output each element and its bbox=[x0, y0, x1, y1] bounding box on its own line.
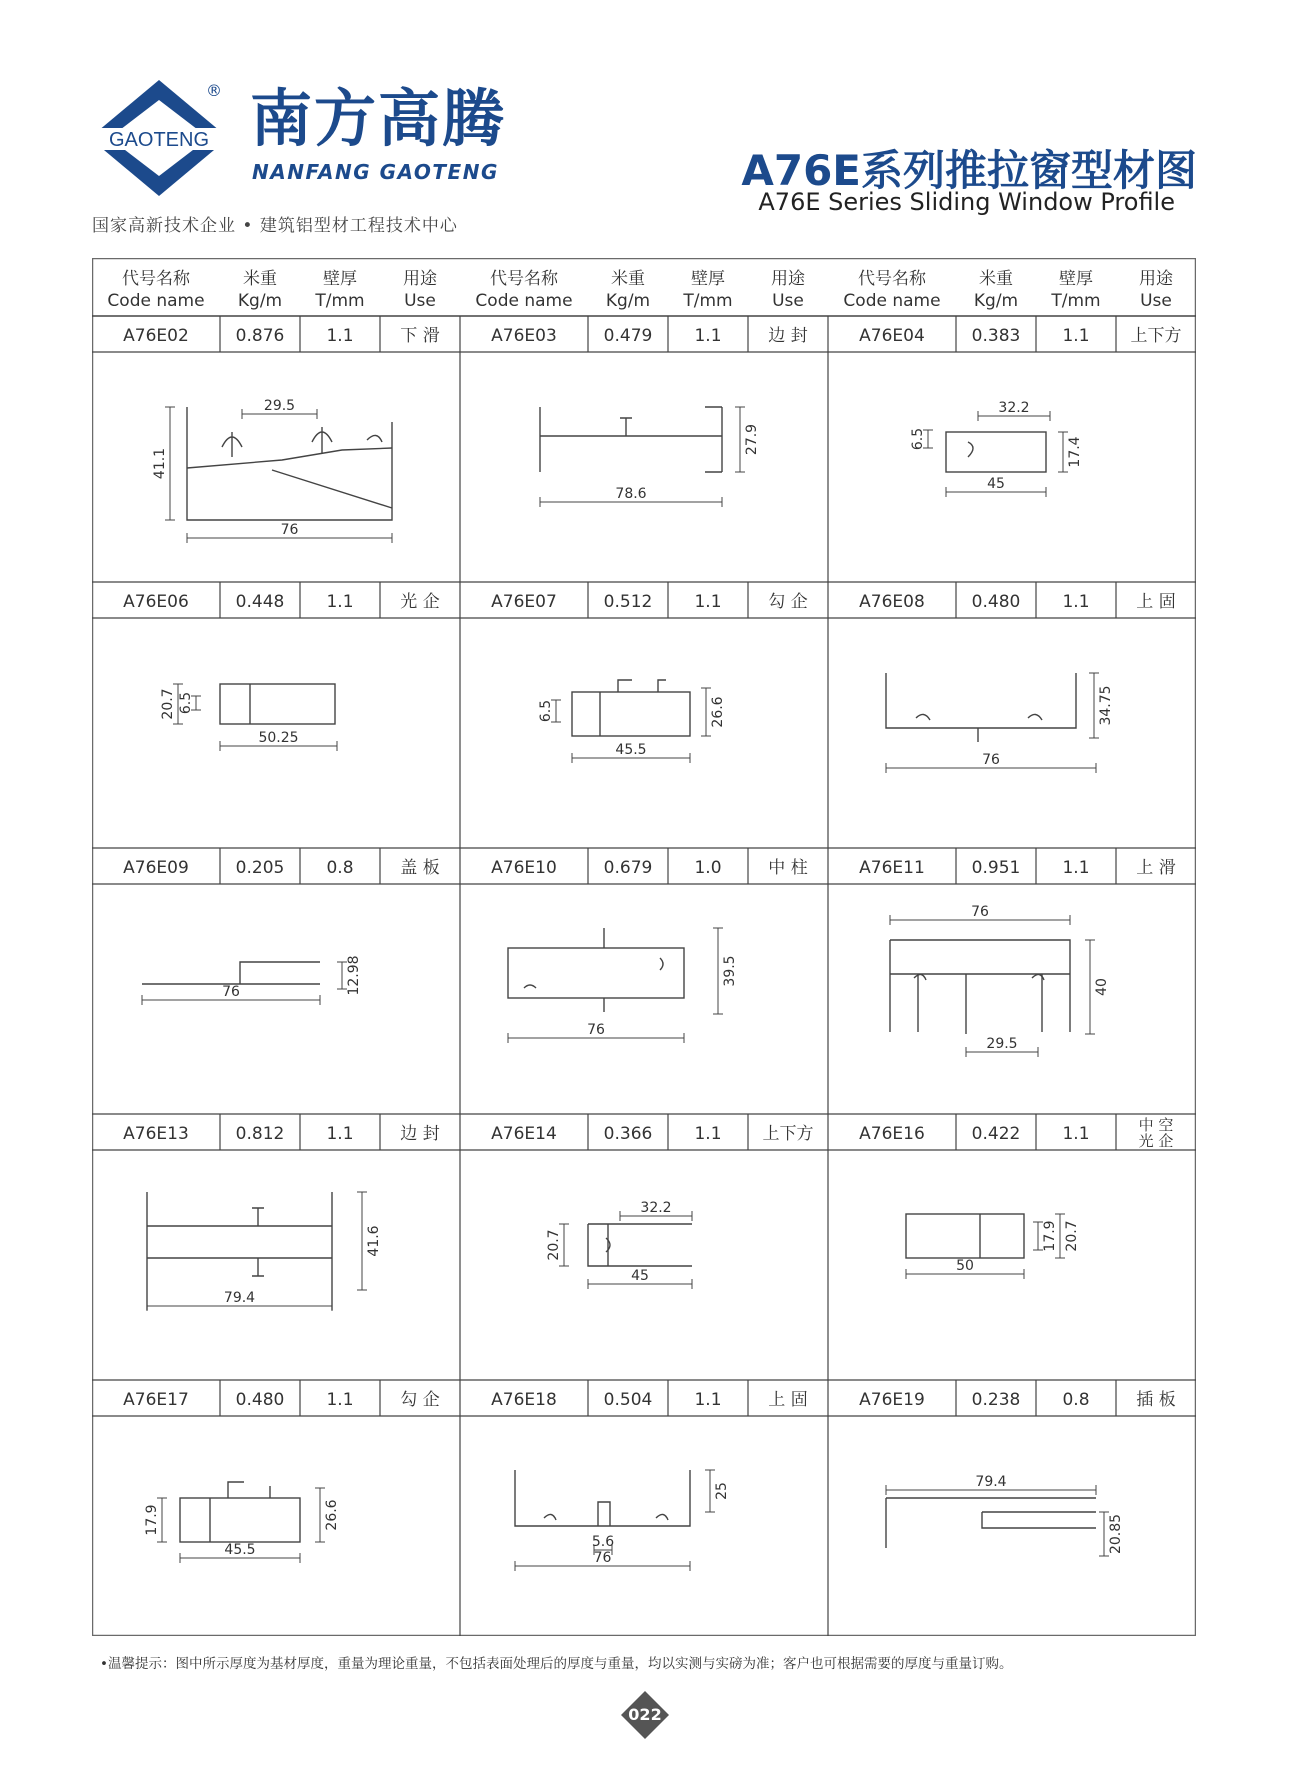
use-label-bottom: 光 企 bbox=[1138, 1132, 1174, 1150]
use-label: 勾 企 bbox=[400, 1390, 440, 1410]
profile-drawing-a76e06 bbox=[160, 684, 337, 751]
e04-hook bbox=[968, 442, 973, 457]
e03-dim-78-6-label: 78.6 bbox=[615, 486, 647, 502]
page-number: 022 bbox=[628, 1705, 662, 1724]
header-en-3: Use bbox=[1140, 291, 1172, 311]
profile-drawing-a76e18 bbox=[515, 1470, 730, 1571]
e14-dim-20-7-label: 20.7 bbox=[546, 1229, 562, 1261]
header-cn-0: 代号名称 bbox=[490, 269, 558, 289]
header-en-1: Kg/m bbox=[605, 291, 651, 311]
header-en-3: Use bbox=[404, 291, 436, 311]
e16-dim-20-7-label: 20.7 bbox=[1064, 1220, 1080, 1252]
weight-value: 0.812 bbox=[235, 1124, 285, 1144]
e14-dim-45-label: 45 bbox=[631, 1268, 649, 1284]
code-name: A76E06 bbox=[123, 592, 189, 612]
code-name: A76E08 bbox=[859, 592, 925, 612]
e17-dim-45-5-label: 45.5 bbox=[224, 1542, 256, 1558]
header-cn-3: 用途 bbox=[403, 269, 437, 289]
profile-table-grid bbox=[92, 258, 1196, 1636]
e09-plate bbox=[142, 962, 320, 984]
e16-dim-17-9-label: 17.9 bbox=[1042, 1220, 1058, 1252]
e02-dim-41-1-label: 41.1 bbox=[152, 447, 168, 480]
use-label: 上 固 bbox=[1136, 592, 1176, 612]
code-name: A76E09 bbox=[123, 858, 189, 878]
e18-channel bbox=[598, 1502, 610, 1526]
header-cn-2: 壁厚 bbox=[323, 269, 357, 289]
e13-dim-41-6-label: 41.6 bbox=[366, 1225, 382, 1257]
e02-rail-a bbox=[222, 432, 242, 457]
thickness-value: 1.1 bbox=[326, 592, 354, 612]
use-label: 上 滑 bbox=[1136, 858, 1176, 878]
profile-drawing-a76e09 bbox=[142, 955, 362, 1005]
e04-dim-17-4-label: 17.4 bbox=[1067, 436, 1083, 468]
e19-plate bbox=[886, 1498, 1096, 1548]
weight-value: 0.480 bbox=[235, 1390, 285, 1410]
header-cn-0: 代号名称 bbox=[122, 269, 190, 289]
page-subtitle: A76E Series Sliding Window Profile bbox=[758, 188, 1175, 216]
use-label: 勾 企 bbox=[768, 592, 808, 612]
profile-drawing-a76e11 bbox=[890, 904, 1110, 1057]
thickness-value: 0.8 bbox=[1062, 1390, 1090, 1410]
weight-value: 0.876 bbox=[235, 326, 285, 346]
weight-value: 0.448 bbox=[235, 592, 285, 612]
profile-drawing-a76e13 bbox=[147, 1192, 382, 1311]
thickness-value: 1.1 bbox=[1062, 326, 1090, 346]
use-label: 边 封 bbox=[768, 326, 808, 346]
code-name: A76E02 bbox=[123, 326, 189, 346]
header-en-2: T/mm bbox=[683, 291, 733, 311]
thickness-value: 1.1 bbox=[694, 1390, 722, 1410]
logo-text: GAOTENG bbox=[108, 129, 210, 151]
use-label: 盖 板 bbox=[400, 858, 440, 878]
weight-value: 0.512 bbox=[603, 592, 653, 612]
e11-legs bbox=[918, 974, 1042, 1034]
header-en-0: Code name bbox=[843, 291, 941, 311]
e07-dim-45-5-label: 45.5 bbox=[615, 742, 647, 758]
code-name: A76E11 bbox=[859, 858, 925, 878]
e10-hooks bbox=[524, 958, 663, 988]
weight-value: 0.422 bbox=[971, 1124, 1021, 1144]
weight-value: 0.480 bbox=[971, 592, 1021, 612]
e07-dim-26-6-label: 26.6 bbox=[710, 696, 726, 728]
code-name: A76E16 bbox=[859, 1124, 925, 1144]
thickness-value: 1.1 bbox=[1062, 592, 1090, 612]
brand-name-en: NANFANG GAOTENG bbox=[252, 160, 499, 184]
e04-dim-45-label: 45 bbox=[987, 476, 1005, 492]
e02-hook bbox=[367, 435, 382, 442]
weight-value: 0.479 bbox=[603, 326, 653, 346]
weight-value: 0.951 bbox=[971, 858, 1021, 878]
page-title: A76E系列推拉窗型材图 bbox=[741, 146, 1197, 195]
e10-dim-39-5-label: 39.5 bbox=[722, 955, 738, 987]
e03-outline bbox=[540, 407, 722, 472]
thickness-value: 1.1 bbox=[326, 326, 354, 346]
weight-value: 0.504 bbox=[603, 1390, 653, 1410]
e06-dim-50-25-label: 50.25 bbox=[258, 730, 299, 746]
use-label: 上下方 bbox=[1130, 326, 1182, 346]
e11-hooks bbox=[914, 974, 1044, 980]
thickness-value: 1.1 bbox=[694, 592, 722, 612]
e09-dim-76-label: 76 bbox=[222, 984, 240, 1000]
brand-logo bbox=[88, 78, 230, 198]
e17-hooks bbox=[228, 1482, 270, 1498]
header-cn-2: 壁厚 bbox=[1059, 269, 1093, 289]
use-label: 中 柱 bbox=[768, 858, 808, 878]
registered-mark: ® bbox=[206, 81, 222, 100]
header-cn-1: 米重 bbox=[243, 269, 277, 289]
e17-dim-26-6-label: 26.6 bbox=[324, 1499, 340, 1531]
use-label: 光 企 bbox=[400, 592, 440, 612]
header-cn-2: 壁厚 bbox=[691, 269, 725, 289]
weight-value: 0.205 bbox=[235, 858, 285, 878]
thickness-value: 1.1 bbox=[694, 1124, 722, 1144]
use-label-top: 中 空 bbox=[1138, 1116, 1174, 1134]
e11-dim-40-label: 40 bbox=[1094, 978, 1110, 996]
e06-box bbox=[220, 684, 335, 724]
e18-hooks bbox=[544, 1514, 668, 1520]
thickness-value: 1.1 bbox=[326, 1390, 354, 1410]
header-en-0: Code name bbox=[107, 291, 205, 311]
profile-drawing-a76e04 bbox=[910, 400, 1083, 497]
e18-dim-25-label: 25 bbox=[714, 1482, 730, 1500]
e08-hooks bbox=[916, 714, 1042, 720]
e14-dim-32-2-label: 32.2 bbox=[640, 1200, 672, 1216]
use-label: 下 滑 bbox=[400, 326, 440, 346]
e02-web bbox=[187, 448, 392, 468]
e11-outline bbox=[890, 940, 1070, 1032]
page-number-badge bbox=[620, 1690, 670, 1740]
code-name: A76E07 bbox=[491, 592, 557, 612]
e06-dim-20-7-label: 20.7 bbox=[160, 688, 176, 720]
e11-dim-29-5-label: 29.5 bbox=[986, 1036, 1018, 1052]
code-name: A76E14 bbox=[491, 1124, 557, 1144]
header-en-2: T/mm bbox=[315, 291, 365, 311]
e02-dim-76-label: 76 bbox=[280, 522, 299, 538]
header-en-1: Kg/m bbox=[973, 291, 1019, 311]
e02-outline bbox=[187, 407, 392, 520]
e02-brace bbox=[272, 470, 392, 508]
thickness-value: 1.0 bbox=[694, 858, 722, 878]
profile-drawing-a76e16 bbox=[906, 1214, 1080, 1279]
use-label: 上下方 bbox=[762, 1124, 814, 1144]
profile-drawing-a76e14 bbox=[546, 1200, 692, 1289]
profile-drawing-a76e19 bbox=[886, 1474, 1124, 1556]
e07-box bbox=[572, 692, 690, 736]
weight-value: 0.238 bbox=[971, 1390, 1021, 1410]
code-name: A76E04 bbox=[859, 326, 925, 346]
e17-box bbox=[180, 1498, 300, 1542]
header-cn-3: 用途 bbox=[771, 269, 805, 289]
header-cn-1: 米重 bbox=[979, 269, 1013, 289]
code-name: A76E10 bbox=[491, 858, 557, 878]
e02-dim-29-5-label: 29.5 bbox=[263, 398, 296, 414]
e18-outline bbox=[515, 1470, 690, 1526]
header-cn-0: 代号名称 bbox=[858, 269, 926, 289]
use-label: 上 固 bbox=[768, 1390, 808, 1410]
e09-dim-12-98-label: 12.98 bbox=[346, 955, 362, 996]
profile-drawing-a76e17 bbox=[144, 1482, 340, 1563]
profile-drawing-a76e10 bbox=[508, 928, 738, 1043]
code-name: A76E19 bbox=[859, 1390, 925, 1410]
thickness-value: 1.1 bbox=[1062, 858, 1090, 878]
e19-dim-20-85-label: 20.85 bbox=[1108, 1513, 1124, 1555]
profile-drawing-a76e02 bbox=[152, 398, 392, 543]
profile-table bbox=[92, 258, 1196, 1636]
table-border bbox=[93, 259, 1196, 1636]
e06-dim-6-5-label: 6.5 bbox=[178, 691, 194, 715]
header-en-3: Use bbox=[772, 291, 804, 311]
e16-box bbox=[906, 1214, 1024, 1258]
e16-dim-50-label: 50 bbox=[956, 1258, 974, 1274]
e08-outline bbox=[886, 673, 1076, 728]
code-name: A76E13 bbox=[123, 1124, 189, 1144]
e04-dim-6-5-label: 6.5 bbox=[910, 427, 926, 451]
header-en-2: T/mm bbox=[1051, 291, 1101, 311]
profile-drawing-a76e07 bbox=[538, 680, 726, 763]
thickness-value: 1.1 bbox=[694, 326, 722, 346]
e10-dim-76-label: 76 bbox=[587, 1022, 605, 1038]
e17-dim-17-9-label: 17.9 bbox=[144, 1504, 160, 1536]
header-en-0: Code name bbox=[475, 291, 573, 311]
profile-drawing-a76e08 bbox=[886, 673, 1114, 773]
use-label: 插 板 bbox=[1136, 1390, 1176, 1410]
e04-dim-32-2-label: 32.2 bbox=[998, 400, 1030, 416]
e18-dim-5-6-label: 5.6 bbox=[591, 1534, 615, 1550]
e13-dim-79-4-label: 79.4 bbox=[223, 1290, 256, 1306]
e07-dim-6-5-label: 6.5 bbox=[538, 699, 554, 723]
e10-box bbox=[508, 948, 684, 998]
brand-tagline: 国家高新技术企业 • 建筑铝型材工程技术中心 bbox=[92, 216, 458, 236]
thickness-value: 0.8 bbox=[326, 858, 354, 878]
thickness-value: 1.1 bbox=[326, 1124, 354, 1144]
e08-dim-34-75-label: 34.75 bbox=[1098, 685, 1114, 726]
code-name: A76E03 bbox=[491, 326, 557, 346]
e18-dim-76-label: 76 bbox=[593, 1550, 612, 1566]
e11-dim-76-label: 76 bbox=[971, 904, 989, 920]
e02-rail-b bbox=[312, 427, 332, 454]
use-label: 边 封 bbox=[400, 1124, 440, 1144]
header-en-1: Kg/m bbox=[237, 291, 283, 311]
weight-value: 0.383 bbox=[971, 326, 1021, 346]
brand-name-cn: 南方高腾 bbox=[250, 82, 507, 155]
e13-stems bbox=[252, 1208, 264, 1276]
e19-dim-79-4-label: 79.4 bbox=[975, 1474, 1007, 1490]
e14-outline bbox=[588, 1224, 692, 1266]
e08-dim-76-label: 76 bbox=[982, 752, 1000, 768]
e04-box bbox=[946, 432, 1046, 472]
e03-flange bbox=[705, 407, 722, 472]
e07-hooks bbox=[618, 680, 666, 692]
e03-dim-27-9-label: 27.9 bbox=[744, 423, 760, 456]
code-name: A76E18 bbox=[491, 1390, 557, 1410]
e03-stem bbox=[620, 418, 632, 436]
footnote: •温馨提示：图中所示厚度为基材厚度，重量为理论重量，不包括表面处理后的厚度与重量，均以实测与实磅为准；客户也可根据需要的厚度与重量订购。 bbox=[100, 1656, 1013, 1672]
weight-value: 0.679 bbox=[603, 858, 653, 878]
thickness-value: 1.1 bbox=[1062, 1124, 1090, 1144]
header-cn-1: 米重 bbox=[611, 269, 645, 289]
profile-drawing-a76e03 bbox=[540, 407, 760, 507]
weight-value: 0.366 bbox=[603, 1124, 653, 1144]
header-cn-3: 用途 bbox=[1139, 269, 1173, 289]
code-name: A76E17 bbox=[123, 1390, 189, 1410]
